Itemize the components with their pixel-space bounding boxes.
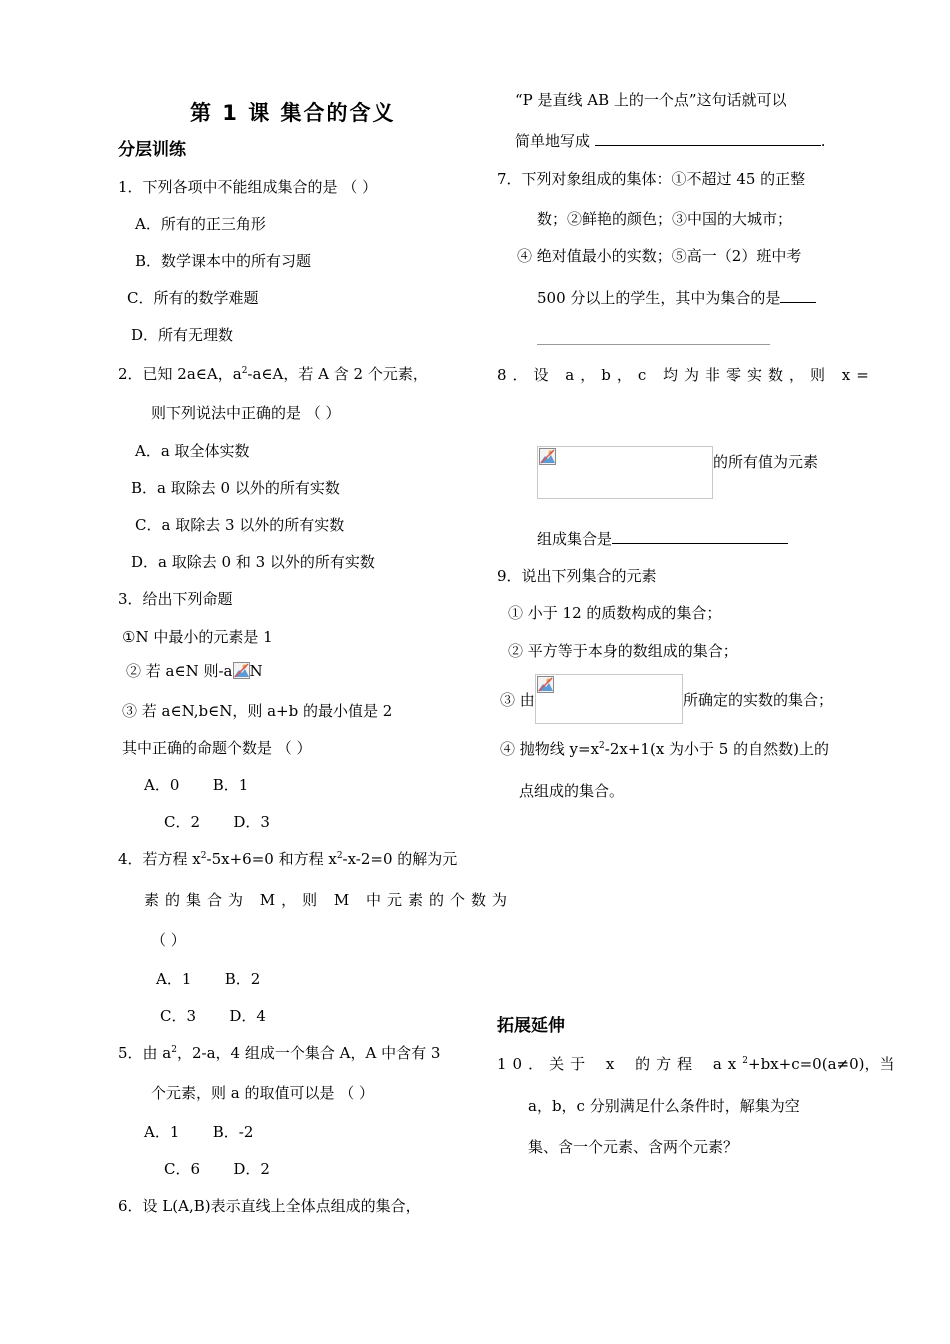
answer-blank[interactable] xyxy=(595,131,821,146)
section-heading-extension: 拓展延伸 xyxy=(497,1016,565,1036)
question-10-line-1: 10．关于 x 的方程 $ax^2+bx+c=0(a\ne 0)$，当 xyxy=(497,1055,895,1073)
answer-blank[interactable] xyxy=(780,288,816,303)
question-5-options-cd: C．6 D．2 xyxy=(164,1160,270,1178)
question-8-line-2: 的所有值为元素 xyxy=(713,453,819,471)
question-4-line-2: 素的集合为 M，则 M 中元素的个数为 xyxy=(144,891,514,909)
question-10-line-2: a，b，c 分别满足什么条件时，解集为空 xyxy=(528,1097,800,1115)
question-1-stem: 1．下列各项中不能组成集合的是 （ ） xyxy=(118,178,378,196)
question-3-stem: 3．给出下列命题 xyxy=(118,590,233,608)
question-1-option-b: B．数学课本中的所有习题 xyxy=(135,252,312,270)
question-6-line-1: 6．设 L(A,B)表示直线上全体点组成的集合， xyxy=(118,1197,421,1215)
question-9-item-1: ① 小于 12 的质数构成的集合； xyxy=(508,604,722,622)
answer-blank-continued[interactable] xyxy=(537,326,770,345)
question-9-item-2: ② 平方等于本身的数组成的集合； xyxy=(508,642,738,660)
question-5-options-ab: A．1 B．-2 xyxy=(144,1123,254,1141)
formula-image-placeholder xyxy=(535,674,683,724)
question-6-line-2: “P 是直线 AB 上的一个点”这句话就可以 xyxy=(515,91,787,109)
question-8-line-1: 8．设 a，b，c 均为非零实数，则 x= xyxy=(497,366,875,384)
question-3-proposition-1: ①N 中最小的元素是 1 xyxy=(122,628,273,646)
broken-image-icon xyxy=(537,676,554,693)
question-2-option-b: B．a 取除去 0 以外的所有实数 xyxy=(131,479,340,497)
page-title: 第 1 课 集合的含义 xyxy=(190,101,396,125)
question-4-options-ab: A．1 B．2 xyxy=(156,970,261,988)
section-heading-layered-training: 分层训练 xyxy=(118,140,186,160)
question-10-line-3: 集、含一个元素、含两个元素？ xyxy=(528,1138,739,1156)
question-9-item-4-continued: 点组成的集合。 xyxy=(519,782,625,800)
question-3-prompt: 其中正确的命题个数是 （ ） xyxy=(122,739,312,757)
question-5-line-1: 5．由 $a^2$，2-a，4 组成一个集合 A，A 中含有 3 xyxy=(118,1044,441,1062)
question-1-option-c: C．所有的数学难题 xyxy=(127,289,259,307)
question-3-proposition-3: ③ 若 a∈N,b∈N，则 a+b 的最小值是 2 xyxy=(122,702,393,720)
question-9-item-3-prefix: ③ 由 xyxy=(500,691,535,709)
question-3-options-ab: A．0 B．1 xyxy=(144,776,249,794)
question-8-line-3: 组成集合是 xyxy=(537,529,788,549)
question-2-line-2: 则下列说法中正确的是 （ ） xyxy=(151,404,341,422)
question-2-line-1: 2．已知 2a∈A，$a^2-a\in A$，若 A 含 2 个元素， xyxy=(118,365,428,383)
question-1-option-a: A．所有的正三角形 xyxy=(135,215,266,233)
question-1-option-d: D．所有无理数 xyxy=(131,326,234,344)
question-7-line-1: 7．下列对象组成的集体：①不超过 45 的正整 xyxy=(497,170,806,188)
broken-image-icon xyxy=(539,448,556,465)
formula-image-placeholder xyxy=(537,446,713,499)
answer-blank[interactable] xyxy=(612,529,788,544)
question-5-line-2: 个元素，则 a 的取值可以是 （ ） xyxy=(151,1084,375,1102)
question-2-option-d: D．a 取除去 0 和 3 以外的所有实数 xyxy=(131,553,375,571)
question-2-option-a: A．a 取全体实数 xyxy=(135,442,250,460)
question-4-line-1: 4．若方程 $x^2-5x+6=0$ 和方程 $x^2-x-2=0$ 的解为元 xyxy=(118,850,458,868)
question-7-line-4: 500 分以上的学生，其中为集合的是 xyxy=(537,288,816,308)
question-6-line-3: 简单地写成 . xyxy=(515,132,826,150)
question-3-options-cd: C．2 D．3 xyxy=(164,813,270,831)
question-9-item-3-suffix: 所确定的实数的集合； xyxy=(683,691,834,709)
broken-image-icon xyxy=(233,662,250,679)
question-4-options-cd: C．3 D．4 xyxy=(160,1007,266,1025)
question-7-line-3: ④ 绝对值最小的实数；⑤高一（2）班中考 xyxy=(517,247,802,265)
question-4-answer-bracket: （ ） xyxy=(151,931,186,949)
question-9-stem: 9．说出下列集合的元素 xyxy=(497,567,657,585)
question-7-line-2: 数；②鲜艳的颜色；③中国的大城市； xyxy=(537,210,793,228)
question-3-proposition-2: ② 若 a∈N 则-a N xyxy=(126,662,263,680)
question-9-item-4: ④ 抛物线 $y=x^2-2x+1(x$ 为小于 5 的自然数)上的 xyxy=(500,740,829,758)
question-2-option-c: C．a 取除去 3 以外的所有实数 xyxy=(135,516,345,534)
